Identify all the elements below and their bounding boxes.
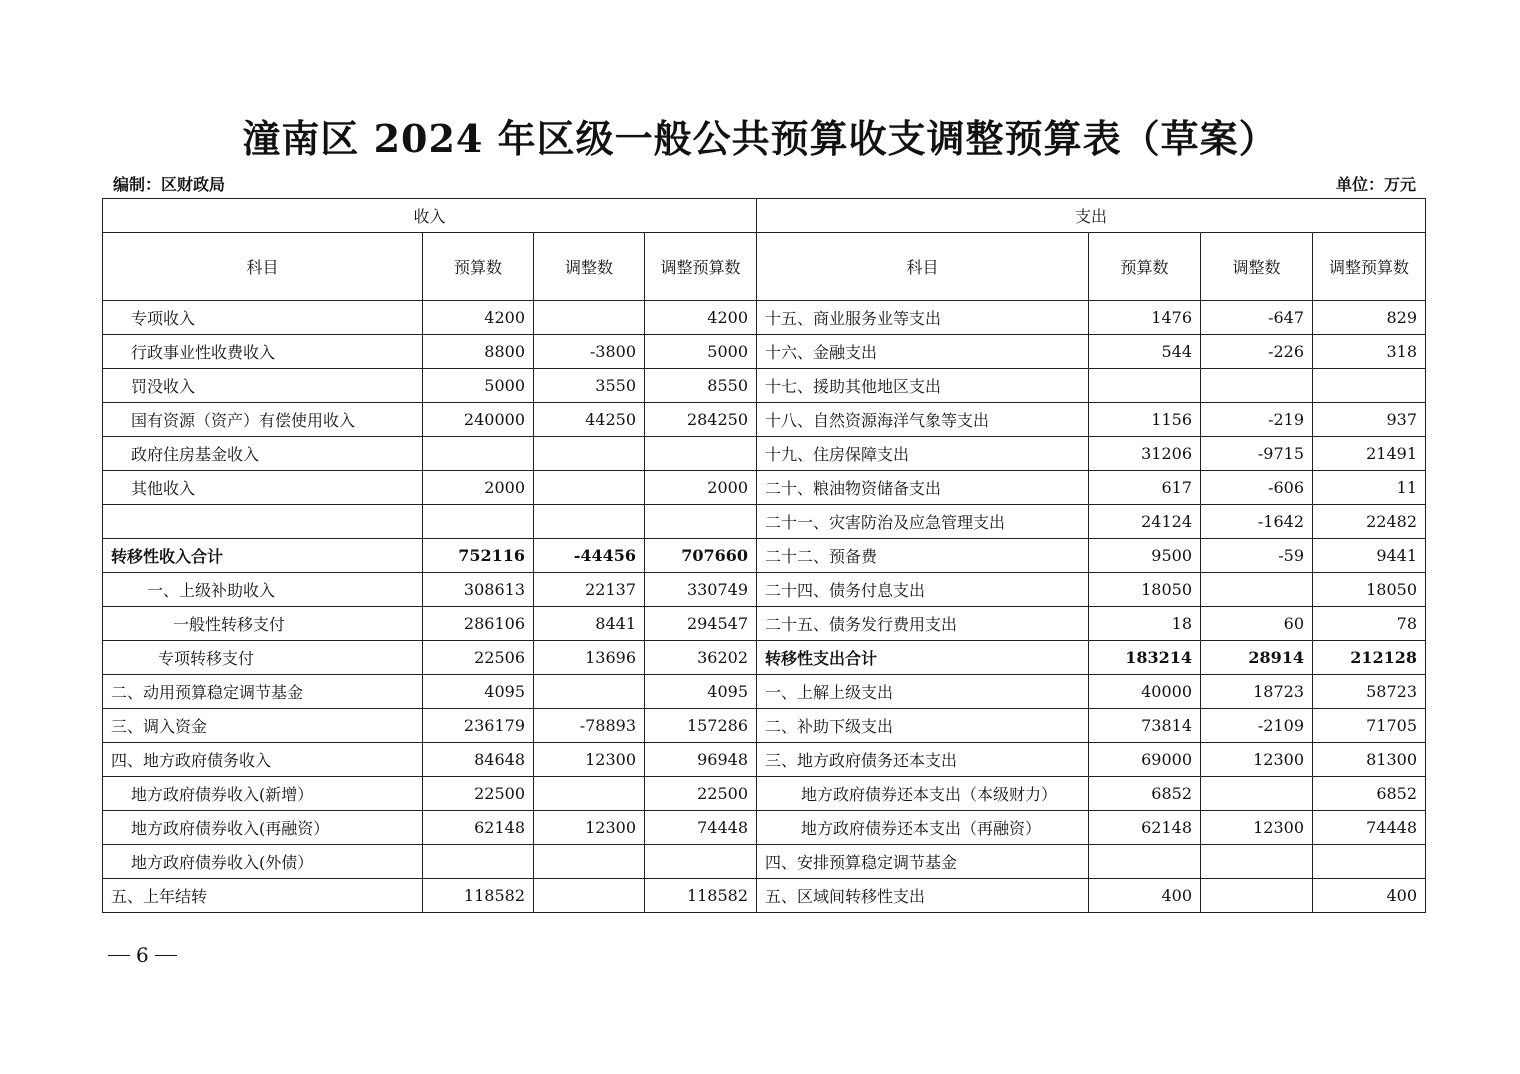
income-adjusted-cell — [645, 437, 757, 471]
expense-adjusted-cell: 22482 — [1313, 505, 1426, 539]
expense-adjust-cell — [1201, 777, 1313, 811]
expense-budget-cell — [1089, 369, 1201, 403]
income-subject-cell: 地方政府债券收入(再融资） — [103, 811, 423, 845]
page-number-value: 6 — [136, 943, 149, 967]
income-adjust-cell: 13696 — [534, 641, 645, 675]
expense-budget-cell: 24124 — [1089, 505, 1201, 539]
income-adjusted-cell: 22500 — [645, 777, 757, 811]
expense-adjust-cell: 60 — [1201, 607, 1313, 641]
income-adjusted-cell: 4095 — [645, 675, 757, 709]
expense-budget-cell — [1089, 845, 1201, 879]
expense-subject-cell: 二、补助下级支出 — [757, 709, 1089, 743]
income-subject-cell: 专项转移支付 — [103, 641, 423, 675]
income-budget-cell: 62148 — [423, 811, 534, 845]
income-adjust-cell — [534, 471, 645, 505]
expense-budget-cell: 9500 — [1089, 539, 1201, 573]
income-budget-cell — [423, 845, 534, 879]
income-adjusted-cell: 4200 — [645, 301, 757, 335]
expense-adjusted-cell: 71705 — [1313, 709, 1426, 743]
expense-adjust-cell — [1201, 845, 1313, 879]
income-adjust-cell: 8441 — [534, 607, 645, 641]
income-subject-cell: 国有资源（资产）有偿使用收入 — [103, 403, 423, 437]
expense-budget-cell: 73814 — [1089, 709, 1201, 743]
income-adjust-cell — [534, 777, 645, 811]
expense-adjusted-cell: 21491 — [1313, 437, 1426, 471]
expense-adjust-header: 调整数 — [1201, 233, 1313, 301]
income-budget-cell: 2000 — [423, 471, 534, 505]
income-adjusted-cell: 5000 — [645, 335, 757, 369]
expense-adjusted-cell: 58723 — [1313, 675, 1426, 709]
income-adjust-cell: 12300 — [534, 811, 645, 845]
income-budget-cell: 236179 — [423, 709, 534, 743]
expense-subject-cell: 五、区域间转移性支出 — [757, 879, 1089, 913]
income-budget-cell: 8800 — [423, 335, 534, 369]
expense-header: 支出 — [757, 199, 1426, 233]
expense-adjusted-cell: 318 — [1313, 335, 1426, 369]
expense-adjust-cell: 12300 — [1201, 811, 1313, 845]
income-adjust-cell — [534, 437, 645, 471]
expense-adjusted-cell: 9441 — [1313, 539, 1426, 573]
income-budget-cell: 308613 — [423, 573, 534, 607]
page-number — [102, 943, 183, 967]
expense-subject-cell: 二十四、债务付息支出 — [757, 573, 1089, 607]
income-subject-cell: 一般性转移支付 — [103, 607, 423, 641]
income-adjust-cell: -44456 — [534, 539, 645, 573]
table-row — [103, 607, 1426, 641]
expense-adjusted-cell: 74448 — [1313, 811, 1426, 845]
budget-table — [102, 198, 1426, 913]
expense-adjusted-cell: 78 — [1313, 607, 1426, 641]
income-adjusted-cell: 2000 — [645, 471, 757, 505]
expense-subject-cell: 二十五、债务发行费用支出 — [757, 607, 1089, 641]
income-adjust-cell — [534, 301, 645, 335]
expense-subject-cell: 十九、住房保障支出 — [757, 437, 1089, 471]
expense-subject-cell: 十八、自然资源海洋气象等支出 — [757, 403, 1089, 437]
income-adjusted-cell: 118582 — [645, 879, 757, 913]
income-budget-cell: 286106 — [423, 607, 534, 641]
income-adjusted-cell — [645, 845, 757, 879]
income-subject-cell: 一、上级补助收入 — [103, 573, 423, 607]
income-adjust-cell — [534, 505, 645, 539]
income-adjusted-cell: 8550 — [645, 369, 757, 403]
income-adjust-cell — [534, 675, 645, 709]
income-adjust-cell: 12300 — [534, 743, 645, 777]
expense-adjust-cell: -2109 — [1201, 709, 1313, 743]
compiler-label: 编制：区财政局 — [113, 175, 226, 194]
expense-subject-cell: 地方政府债券还本支出（本级财力） — [757, 777, 1089, 811]
expense-subject-header: 科目 — [757, 233, 1089, 301]
expense-budget-cell: 31206 — [1089, 437, 1201, 471]
income-adjusted-cell: 330749 — [645, 573, 757, 607]
expense-adjust-cell: -59 — [1201, 539, 1313, 573]
income-adjusted-cell: 74448 — [645, 811, 757, 845]
table-row — [103, 845, 1426, 879]
expense-adjusted-cell: 6852 — [1313, 777, 1426, 811]
expense-budget-cell: 40000 — [1089, 675, 1201, 709]
expense-subject-cell: 十五、商业服务业等支出 — [757, 301, 1089, 335]
income-subject-cell: 四、地方政府债务收入 — [103, 743, 423, 777]
table-row — [103, 335, 1426, 369]
expense-adjusted-cell: 81300 — [1313, 743, 1426, 777]
expense-budget-cell: 400 — [1089, 879, 1201, 913]
expense-adjusted-cell: 937 — [1313, 403, 1426, 437]
income-budget-cell: 118582 — [423, 879, 534, 913]
income-subject-cell: 二、动用预算稳定调节基金 — [103, 675, 423, 709]
income-budget-cell: 4095 — [423, 675, 534, 709]
income-adjusted-cell: 707660 — [645, 539, 757, 573]
table-row — [103, 369, 1426, 403]
income-subject-cell: 其他收入 — [103, 471, 423, 505]
expense-subject-cell: 三、地方政府债务还本支出 — [757, 743, 1089, 777]
income-subject-cell: 专项收入 — [103, 301, 423, 335]
table-row — [103, 403, 1426, 437]
income-subject-cell: 行政事业性收费收入 — [103, 335, 423, 369]
income-subject-cell: 地方政府债券收入(新增） — [103, 777, 423, 811]
expense-adjust-cell: -219 — [1201, 403, 1313, 437]
expense-budget-cell: 18 — [1089, 607, 1201, 641]
table-row — [103, 811, 1426, 845]
income-adjust-cell: -78893 — [534, 709, 645, 743]
income-budget-cell — [423, 505, 534, 539]
expense-subject-cell: 四、安排预算稳定调节基金 — [757, 845, 1089, 879]
income-subject-cell: 转移性收入合计 — [103, 539, 423, 573]
expense-adjust-cell: 28914 — [1201, 641, 1313, 675]
income-budget-cell: 5000 — [423, 369, 534, 403]
table-row — [103, 879, 1426, 913]
income-adjusted-header: 调整预算数 — [645, 233, 757, 301]
income-budget-header: 预算数 — [423, 233, 534, 301]
table-row — [103, 573, 1426, 607]
income-adjust-cell — [534, 879, 645, 913]
expense-subject-cell: 一、上解上级支出 — [757, 675, 1089, 709]
income-adjusted-cell: 284250 — [645, 403, 757, 437]
expense-budget-cell: 69000 — [1089, 743, 1201, 777]
income-subject-cell: 地方政府债券收入(外债） — [103, 845, 423, 879]
expense-subject-cell: 十七、援助其他地区支出 — [757, 369, 1089, 403]
expense-adjusted-cell: 18050 — [1313, 573, 1426, 607]
income-header: 收入 — [103, 199, 757, 233]
table-row — [103, 743, 1426, 777]
income-subject-cell: 政府住房基金收入 — [103, 437, 423, 471]
dash-left — [108, 955, 130, 956]
expense-budget-cell: 544 — [1089, 335, 1201, 369]
table-row — [103, 301, 1426, 335]
income-budget-cell: 240000 — [423, 403, 534, 437]
expense-adjust-cell: -226 — [1201, 335, 1313, 369]
income-budget-cell: 84648 — [423, 743, 534, 777]
table-row — [103, 539, 1426, 573]
expense-adjust-cell: -606 — [1201, 471, 1313, 505]
income-budget-cell: 4200 — [423, 301, 534, 335]
expense-adjust-cell — [1201, 879, 1313, 913]
table-row — [103, 675, 1426, 709]
expense-subject-cell: 转移性支出合计 — [757, 641, 1089, 675]
expense-budget-cell: 617 — [1089, 471, 1201, 505]
expense-adjusted-cell: 400 — [1313, 879, 1426, 913]
expense-adjust-cell: -647 — [1201, 301, 1313, 335]
income-adjusted-cell: 96948 — [645, 743, 757, 777]
page-title: 潼南区 2024 年区级一般公共预算收支调整预算表（草案） — [242, 116, 1278, 161]
income-subject-cell: 五、上年结转 — [103, 879, 423, 913]
income-adjusted-cell: 294547 — [645, 607, 757, 641]
expense-adjust-cell: 12300 — [1201, 743, 1313, 777]
expense-budget-cell: 6852 — [1089, 777, 1201, 811]
income-adjust-header: 调整数 — [534, 233, 645, 301]
expense-budget-header: 预算数 — [1089, 233, 1201, 301]
income-subject-cell: 三、调入资金 — [103, 709, 423, 743]
table-row — [103, 471, 1426, 505]
table-row — [103, 641, 1426, 675]
expense-adjusted-cell: 212128 — [1313, 641, 1426, 675]
expense-subject-cell: 十六、金融支出 — [757, 335, 1089, 369]
income-budget-cell: 752116 — [423, 539, 534, 573]
expense-budget-cell: 18050 — [1089, 573, 1201, 607]
expense-adjusted-cell — [1313, 845, 1426, 879]
income-budget-cell: 22506 — [423, 641, 534, 675]
table-row — [103, 709, 1426, 743]
income-subject-cell: 罚没收入 — [103, 369, 423, 403]
table-row — [103, 437, 1426, 471]
income-adjusted-cell: 157286 — [645, 709, 757, 743]
expense-adjust-cell — [1201, 573, 1313, 607]
unit-label: 单位：万元 — [1335, 175, 1416, 194]
table-row — [103, 505, 1426, 539]
income-budget-cell: 22500 — [423, 777, 534, 811]
income-adjust-cell: 22137 — [534, 573, 645, 607]
expense-adjust-cell — [1201, 369, 1313, 403]
expense-subject-cell: 二十、粮油物资储备支出 — [757, 471, 1089, 505]
expense-adjust-cell: -1642 — [1201, 505, 1313, 539]
expense-adjust-cell: -9715 — [1201, 437, 1313, 471]
table-row — [103, 777, 1426, 811]
income-adjust-cell — [534, 845, 645, 879]
income-subject-header: 科目 — [103, 233, 423, 301]
dash-right — [155, 955, 177, 956]
expense-subject-cell: 地方政府债券还本支出（再融资） — [757, 811, 1089, 845]
income-adjust-cell: -3800 — [534, 335, 645, 369]
expense-budget-cell: 62148 — [1089, 811, 1201, 845]
income-budget-cell — [423, 437, 534, 471]
income-adjust-cell: 3550 — [534, 369, 645, 403]
expense-budget-cell: 1156 — [1089, 403, 1201, 437]
expense-adjusted-cell: 829 — [1313, 301, 1426, 335]
expense-adjust-cell: 18723 — [1201, 675, 1313, 709]
income-adjusted-cell: 36202 — [645, 641, 757, 675]
expense-adjusted-header: 调整预算数 — [1313, 233, 1426, 301]
expense-budget-cell: 183214 — [1089, 641, 1201, 675]
income-adjusted-cell — [645, 505, 757, 539]
expense-adjusted-cell — [1313, 369, 1426, 403]
expense-budget-cell: 1476 — [1089, 301, 1201, 335]
income-subject-cell — [103, 505, 423, 539]
expense-subject-cell: 二十二、预备费 — [757, 539, 1089, 573]
expense-subject-cell: 二十一、灾害防治及应急管理支出 — [757, 505, 1089, 539]
income-adjust-cell: 44250 — [534, 403, 645, 437]
expense-adjusted-cell: 11 — [1313, 471, 1426, 505]
